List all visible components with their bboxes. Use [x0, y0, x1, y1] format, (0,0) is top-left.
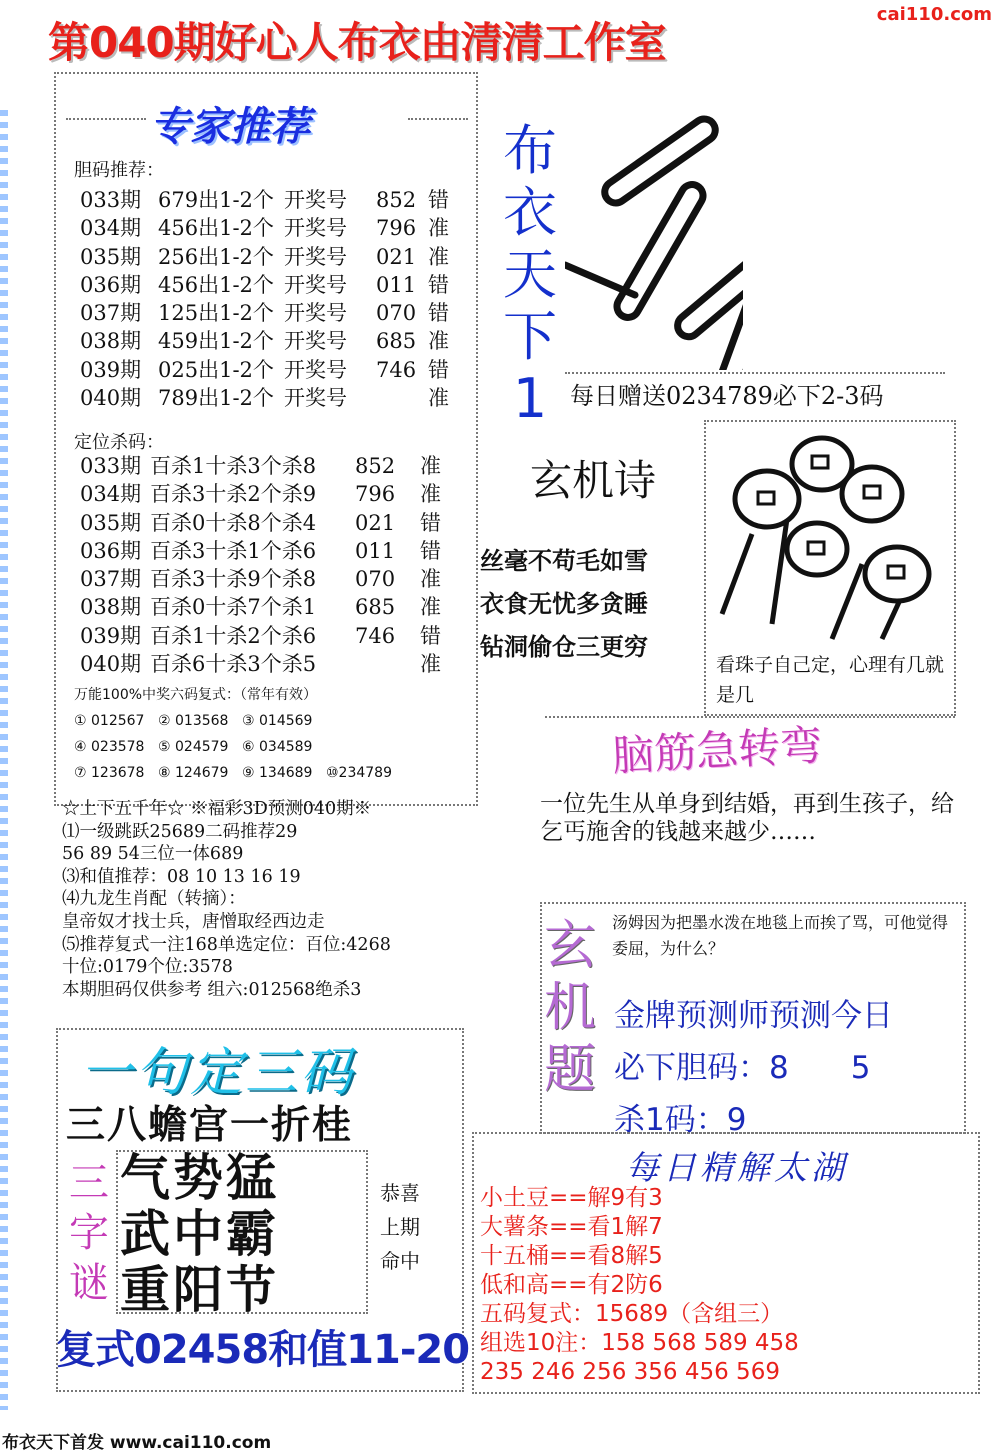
table-row: 033期 679出1-2个 开奖号 852 错 — [80, 188, 449, 212]
brain-teaser-title: 脑筋急转弯 — [610, 720, 824, 781]
expert-divider-right — [408, 118, 468, 120]
page-title: 第040期好心人布衣由清清工作室 — [48, 18, 666, 67]
chopsticks-illustration — [565, 80, 743, 370]
taihu-list — [480, 1184, 799, 1387]
expert-divider — [66, 118, 146, 120]
table-row: 038期 459出1-2个 开奖号 685 准 — [80, 329, 449, 354]
kill-label: 定位杀码： — [74, 432, 164, 453]
dan-table — [80, 186, 468, 412]
buyi-vertical-title: 布 衣 天 下 1 — [503, 119, 557, 430]
beads-note: 看珠子自己定，心理有几就是几 — [716, 654, 945, 706]
prediction-block — [62, 798, 391, 1001]
table-row: 039期 025出1-2个 开奖号 746 错 — [80, 357, 449, 382]
prediction-line: ⑴一级跳跃25689二码推荐29 — [62, 821, 298, 842]
table-row: 038期 百杀0十杀7个杀1 685 准 — [80, 595, 441, 620]
table-row: 037期 125出1-2个 开奖号 070 错 — [80, 301, 449, 326]
table-row: 037期 百杀3十杀9个杀8 070 准 — [80, 567, 441, 592]
xuanji-vertical-title: 玄 机 题 — [543, 916, 596, 1100]
table-row: 036期 百杀3十杀1个杀6 011 错 — [80, 538, 441, 563]
congrats-note: 恭喜 上期 命中 — [380, 1181, 420, 1273]
yiju-title: 一句定三码 — [80, 1043, 356, 1103]
prediction-line: 56 89 54三位一体689 — [62, 844, 244, 865]
taihu-title: 每日精解太湖 — [626, 1148, 848, 1187]
table-row: 033期 百杀1十杀3个杀8 852 准 — [80, 454, 441, 478]
list-item: 组选10注：158 568 589 458 — [480, 1330, 799, 1356]
list-item: 五码复式：15689（含组三） — [480, 1301, 784, 1327]
gold-prediction — [614, 990, 893, 1146]
poem-line: 衣食无忧多贪睡 — [480, 590, 648, 618]
prediction-line: ⑸推荐复式一注168单选定位：百位:4268 — [62, 934, 391, 955]
three-word-riddle-label: 三 字 谜 — [69, 1160, 109, 1306]
daily-gift-text: 每日赠送0234789必下2-3码 — [570, 382, 884, 410]
table-row: 040期 百杀6十杀3个杀5 准 — [80, 652, 441, 677]
dan-label: 胆码推荐： — [74, 160, 164, 181]
gold-line: 杀1码：9 — [614, 1102, 747, 1138]
combo-label: 万能100%中奖六码复式：（常年有效） — [74, 687, 318, 703]
left-border-decoration — [0, 110, 8, 1410]
list-item: 十五桶==看8解5 — [480, 1243, 663, 1269]
list-item: ④ 023578 ⑤ 024579 ⑥ 034589 — [74, 739, 313, 755]
footer-text[interactable]: 布衣天下首发 www.cai110.com — [2, 1433, 272, 1453]
poem-line: 丝毫不苟毛如雪 — [480, 547, 648, 575]
expert-title: 专家推荐 — [150, 104, 310, 150]
prediction-line: ⑶和值推荐：08 10 13 16 19 — [62, 866, 301, 887]
prediction-line: 本期胆码仅供参考 组六:012568绝杀3 — [62, 979, 362, 1000]
table-row: 039期 百杀1十杀2个杀6 746 错 — [80, 623, 441, 648]
list-item: 235 246 256 356 456 569 — [480, 1359, 780, 1385]
site-tag[interactable]: cai110.com — [876, 4, 992, 25]
combo-list — [74, 708, 410, 786]
table-row: 035期 百杀0十杀8个杀4 021 错 — [80, 510, 441, 535]
kill-table — [80, 452, 460, 678]
table-row: 034期 百杀3十杀2个杀9 796 准 — [80, 482, 441, 507]
list-item: ⑦ 123678 ⑧ 124679 ⑨ 134689 ⑩234789 — [74, 765, 392, 781]
prediction-line: ⑷九龙生肖配（转摘）： — [62, 889, 246, 910]
riddle-word: 重阳节 — [120, 1260, 279, 1319]
table-row: 036期 456出1-2个 开奖号 011 错 — [80, 272, 449, 297]
table-row: 040期 789出1-2个 开奖号 准 — [80, 386, 449, 411]
gift-divider — [565, 372, 945, 374]
list-item: 大薯条==看1解7 — [480, 1214, 663, 1240]
prediction-line: ☆上下五千年☆ ※福彩3D预测040期※ — [62, 799, 372, 819]
prediction-line: 皇帝奴才找士兵，唐憎取经西边走 — [62, 911, 325, 932]
table-row: 034期 456出1-2个 开奖号 796 准 — [80, 216, 449, 241]
xuanji-question: 汤姆因为把墨水泼在地毯上而挨了骂，可他觉得委屈，为什么？ — [612, 913, 949, 958]
poem-title: 玄机诗 — [530, 456, 657, 505]
poem-line: 钻洞偷仓三更穷 — [480, 633, 648, 661]
fushi-recommendation: 复式02458和值11-20 — [56, 1327, 470, 1373]
brain-teaser-riddle: 一位先生从单身到结婚，再到生孩子，给乞丐施舍的钱越来越少…… — [540, 791, 954, 845]
list-item: 低和高==有2防6 — [480, 1272, 663, 1298]
table-row: 035期 256出1-2个 开奖号 021 准 — [80, 244, 449, 269]
gold-line: 必下胆码：8 5 — [614, 1050, 871, 1086]
yiju-phrase: 三八蟾宫一折桂 — [66, 1103, 354, 1148]
beads-illustration — [712, 424, 948, 642]
riddle-word: 武中霸 — [120, 1204, 279, 1263]
list-item: 小土豆==解9有3 — [480, 1185, 663, 1211]
gold-line: 金牌预测师预测今日 — [614, 998, 893, 1034]
prediction-line: 十位:0179个位:3578 — [62, 957, 233, 978]
riddle-word: 气势猛 — [120, 1148, 279, 1207]
list-item: ① 012567 ② 013568 ③ 014569 — [74, 713, 313, 729]
three-word-riddle — [120, 1150, 279, 1318]
poem-text — [480, 540, 648, 669]
